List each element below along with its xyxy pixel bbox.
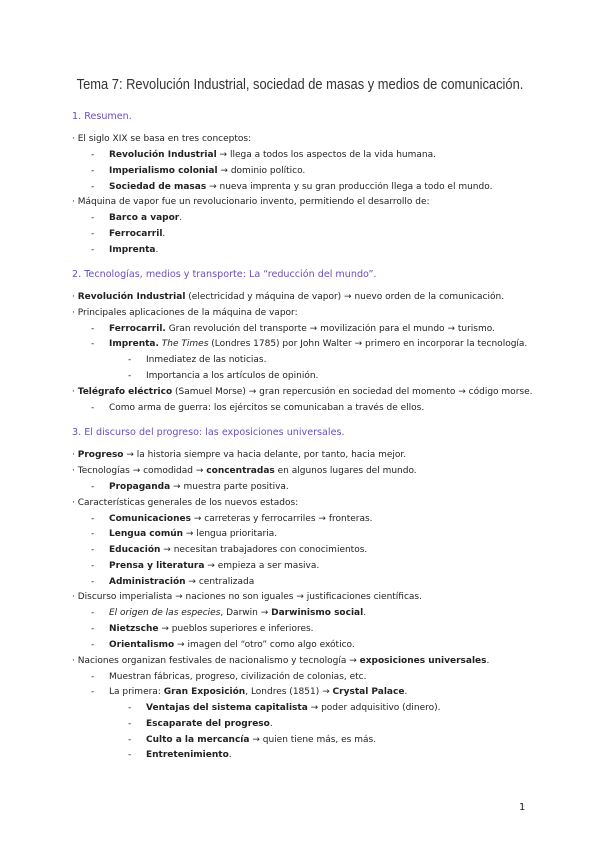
list-item: · Naciones organizan festivales de nacionalismo y tecnología → exposiciones universales. <box>72 656 490 666</box>
page-title: Tema 7: Revolución Industrial, sociedad de masas y medios de comunicación. <box>76 76 524 93</box>
list-item: · Progreso → la historia siempre va hacia delante, por tanto, hacia mejor. <box>72 450 407 460</box>
page-number: 1 <box>519 802 526 813</box>
list-item: · Revolución Industrial (electricidad y máquina de vapor) → nuevo orden de la comunicación. <box>72 292 505 302</box>
section-heading-1: 1. Resumen. <box>72 111 132 122</box>
list-item: · Telégrafo eléctrico (Samuel Morse) → gran repercusión en sociedad del momento → código morse. <box>72 387 533 397</box>
list-item: · Discurso imperialista → naciones no son iguales → justificaciones científicas. <box>72 592 422 602</box>
list-item: · El siglo XIX se basa en tres conceptos: <box>72 134 252 144</box>
section-heading-3: 3. El discurso del progreso: las exposiciones universales. <box>72 427 345 438</box>
list-item: · Principales aplicaciones de la máquina de vapor: <box>72 308 298 318</box>
document-page: Tema 7: Revolución Industrial, sociedad de masas y medios de comunicación. 1. Resumen. · El siglo XIX se basa en tres conceptos: - Revolución Industrial → llega a todos los aspectos de la vida humana. - Imperialismo colonial → dominio político. - Sociedad de masas → nueva imprenta y su gran producción llega a todo el mundo. · Máquina de vapor fue un revolucionario invento, permitiendo el desarrollo de: - Barco a vapor. - Ferrocarril. - Imprenta. 2. Tecnologías, medios y transporte: La “reducción del mundo”. · Revolución Industrial (electricidad y máquina de vapor) → nuevo orden de la comunicación. · Principales aplicaciones de la máquina de vapor: - Ferrocarril. Gran revolución del transporte → movilización para el mundo → turismo. - Imprenta. The Times (Londres 1785) por John Walter → primero en incorporar la tecnología. - Inmediatez de las noticias. - Importancia a los artículos de opinión. · Telégrafo eléctrico (Samuel Morse) → gran repercusión en sociedad del momento → código morse. - Como arma de guerra: los ejércitos se comunicaban a través de ellos. 3. El discurso del progreso: las exposiciones universales. · Progreso → la historia siempre va hacia delante, por tanto, hacia mejor. · Tecnologías → comodidad → concentradas en algunos lugares del mundo. - Propaganda → muestra parte positiva. · Características generales de los nuevos estados: - Comunicaciones → carreteras y ferrocarriles → fronteras. - Lengua común → lengua prioritaria. - Educación → necesitan trabajadores con conocimientos. - Prensa y literatura → empieza a ser masiva. - Administración → centralizada · Discurso imperialista → naciones no son iguales → justificaciones científicas. - El origen de las especies, Darwin → Darwinismo social. - Nietzsche → pueblos superiores e inferiores. - Orientalismo → imagen del “otro” como algo exótico. · Naciones organizan festivales de nacionalismo y tecnología → exposiciones universales. - Muestran fábricas, progreso, civilización de colonias, etc. - La primera: Gran Exposición, Londres (1851) → Crystal Palace. - Ventajas del sistema capitalista → poder adquisitivo (dinero). - Escaparate del progreso. - Culto a la mercancía → quien tiene más, es más. - Entretenimiento. 1 <box>0 0 600 848</box>
section-heading-2: 2. Tecnologías, medios y transporte: La “reducción del mundo”. <box>72 269 377 280</box>
list-item: · Tecnologías → comodidad → concentradas en algunos lugares del mundo. <box>72 466 417 476</box>
list-item: · Máquina de vapor fue un revolucionario invento, permitiendo el desarrollo de: <box>72 197 430 207</box>
list-item: · Características generales de los nuevos estados: <box>72 498 299 508</box>
